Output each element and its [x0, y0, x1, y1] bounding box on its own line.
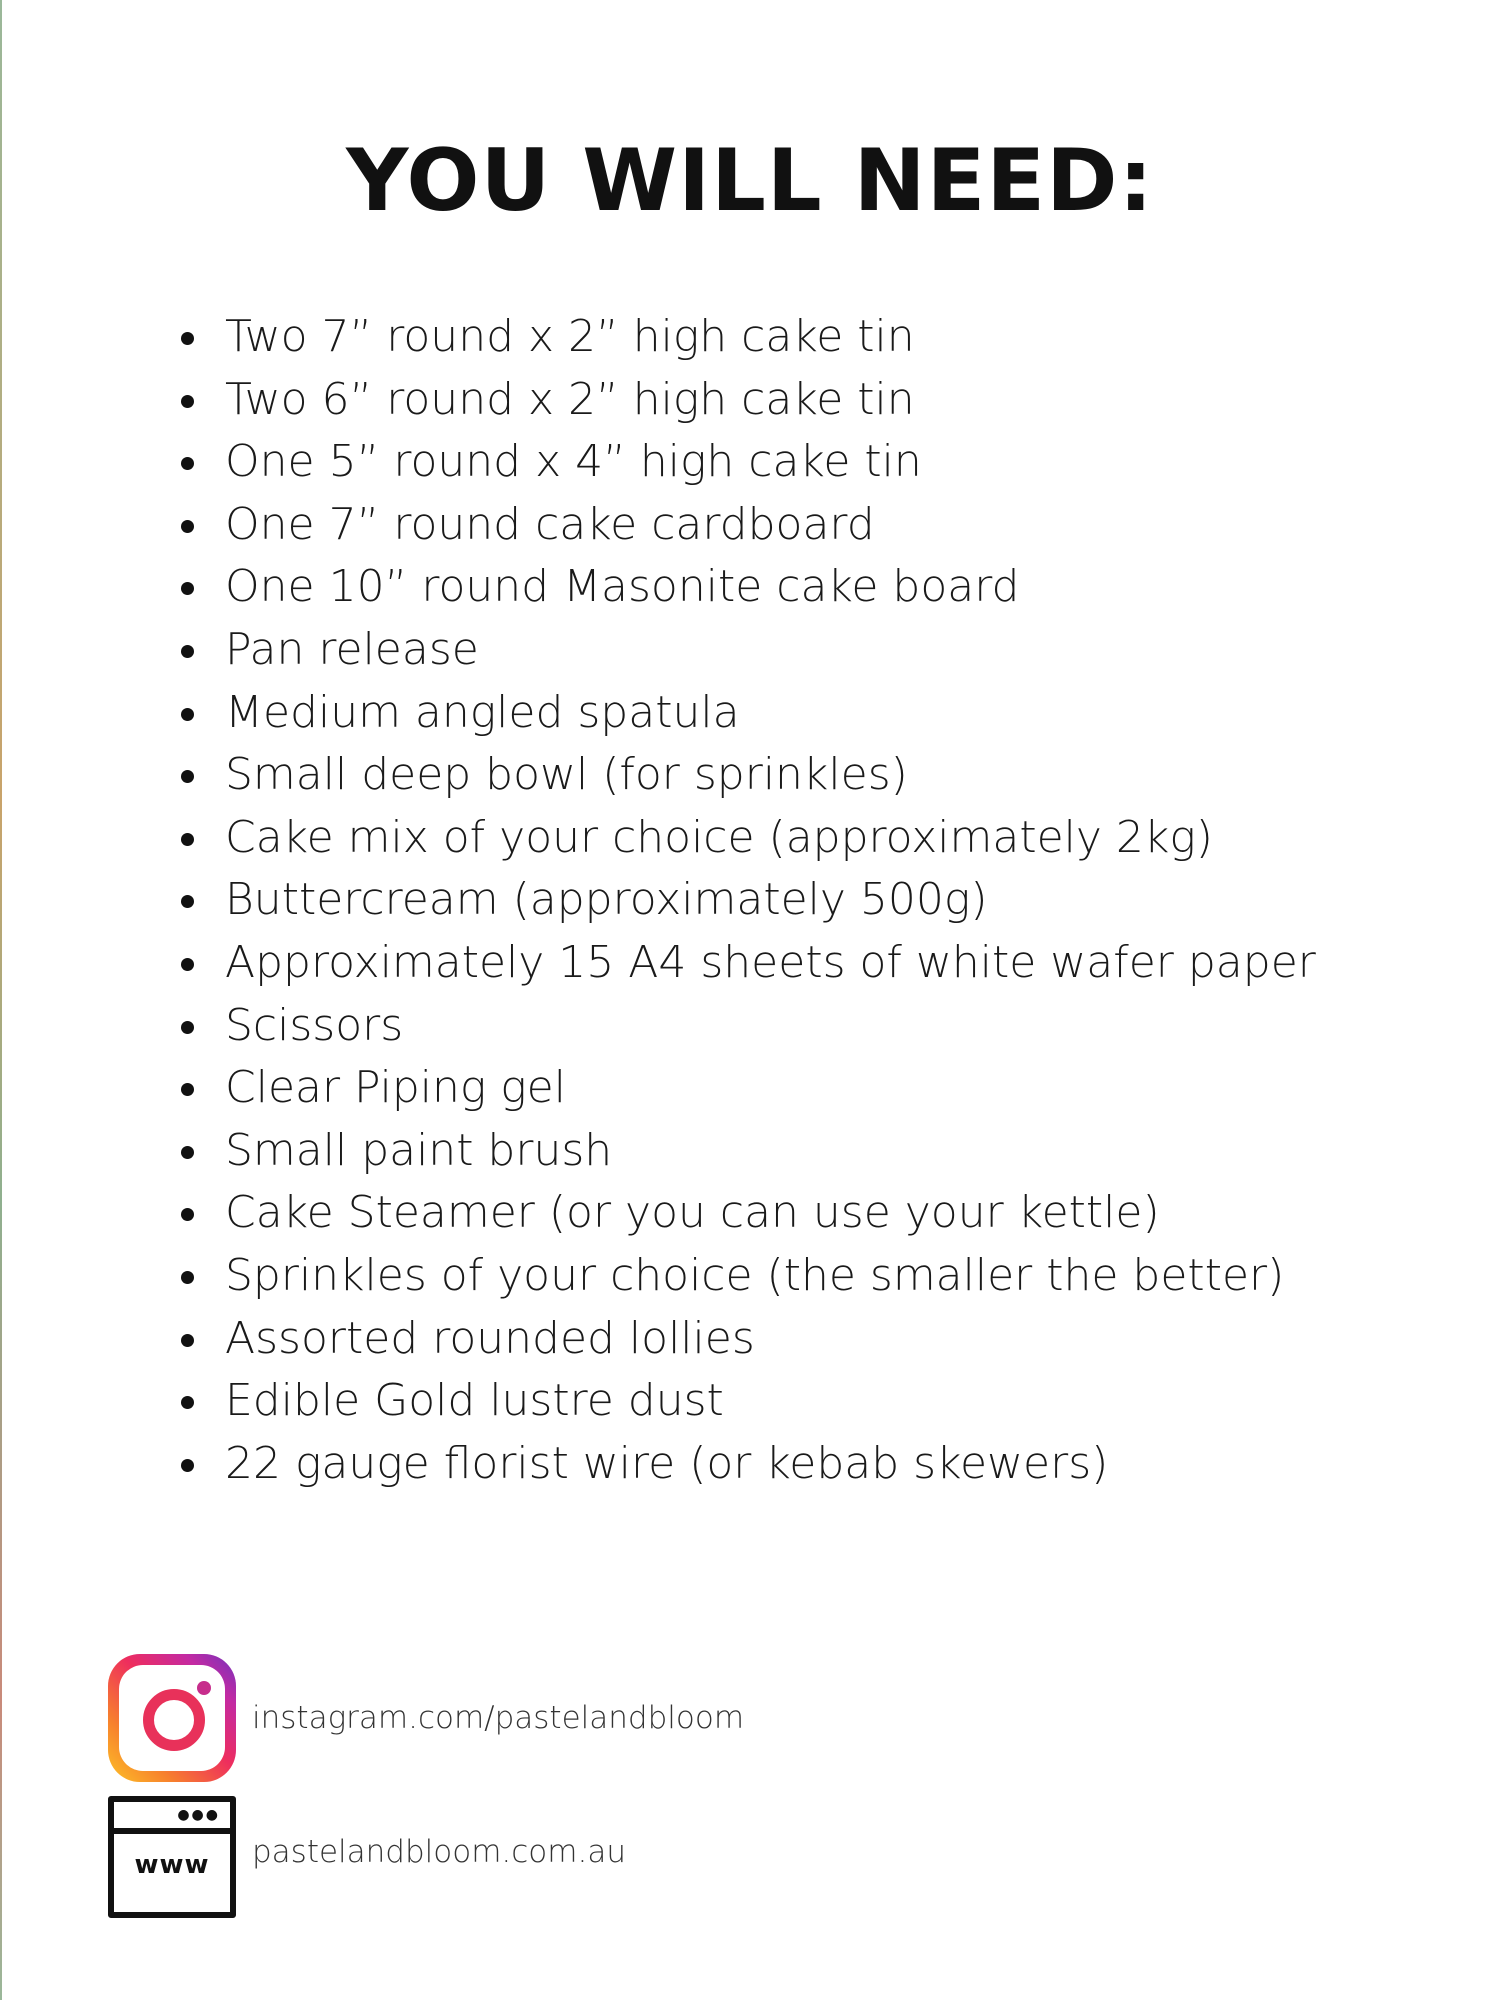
- list-item: [176, 1120, 1426, 1183]
- bullet-icon: [181, 1083, 194, 1096]
- list-item-label: Buttercream (approximately 500g): [225, 874, 988, 926]
- website-row: [108, 1796, 908, 1924]
- instagram-icon[interactable]: [108, 1654, 236, 1782]
- list-item-label: Two 7” round x 2” high cake tin: [225, 311, 915, 362]
- bullet-icon: [181, 395, 194, 408]
- list-item-label: Edible Gold lustre dust: [225, 1375, 724, 1427]
- list-item: [176, 1433, 1426, 1496]
- bullet-icon: [181, 770, 194, 783]
- list-item: [176, 494, 1426, 557]
- list-item: [176, 807, 1426, 870]
- list-item: [176, 932, 1426, 995]
- list-item: [176, 1308, 1426, 1371]
- bullet-icon: [181, 1021, 194, 1034]
- list-item-label: Scissors: [225, 999, 404, 1051]
- list-item-label: Medium angled spatula: [225, 686, 740, 738]
- bullet-icon: [181, 645, 194, 658]
- list-item-label: Approximately 15 A4 sheets of white wafer paper: [225, 936, 1316, 988]
- list-item-label: One 10” round Masonite cake board: [225, 561, 1020, 613]
- bullet-icon: [181, 520, 194, 533]
- bullet-icon: [181, 582, 194, 595]
- list-item: [176, 306, 1426, 369]
- list-item: [176, 556, 1426, 619]
- list-item-label: One 5” round x 4” high cake tin: [225, 436, 922, 488]
- bullet-icon: [181, 1208, 194, 1221]
- instagram-link[interactable]: instagram.com/pastelandbloom: [252, 1700, 745, 1736]
- list-item-label: Clear Piping gel: [225, 1062, 566, 1114]
- list-item-label: Cake Steamer (or you can use your kettle): [225, 1187, 1160, 1239]
- bullet-icon: [181, 1271, 194, 1284]
- page-edge-strip: [0, 0, 2, 2000]
- list-item: [176, 1245, 1426, 1308]
- bullet-icon: [181, 1146, 194, 1159]
- list-item-label: Small paint brush: [225, 1124, 613, 1176]
- list-item: [176, 995, 1426, 1058]
- list-item: [176, 869, 1426, 932]
- bullet-icon: [181, 457, 194, 470]
- bullet-icon: [181, 833, 194, 846]
- list-item: [176, 1057, 1426, 1120]
- instagram-row: [108, 1654, 908, 1782]
- bullet-icon: [181, 1334, 194, 1347]
- list-item-label: Assorted rounded lollies: [225, 1312, 755, 1364]
- bullet-icon: [181, 895, 194, 908]
- page-title: YOU WILL NEED:: [346, 131, 1154, 231]
- www-icon[interactable]: ●●● www: [108, 1796, 236, 1918]
- bullet-icon: [181, 332, 194, 345]
- list-item-label: Small deep bowl (for sprinkles): [225, 749, 908, 801]
- list-item: [176, 431, 1426, 494]
- list-item: [176, 369, 1426, 432]
- list-item-label: Pan release: [225, 623, 479, 675]
- list-item-label: 22 gauge florist wire (or kebab skewers): [225, 1437, 1109, 1489]
- bullet-icon: [181, 1459, 194, 1472]
- list-item-label: One 7” round cake cardboard: [225, 498, 875, 550]
- list-item-label: Sprinkles of your choice (the smaller the better): [225, 1249, 1285, 1301]
- website-link[interactable]: pastelandbloom.com.au: [252, 1834, 626, 1870]
- list-item: [176, 1370, 1426, 1433]
- list-item: [176, 619, 1426, 682]
- bullet-icon: [181, 708, 194, 721]
- list-item: [176, 682, 1426, 745]
- www-icon-text: www: [134, 1850, 210, 1880]
- list-item-label: Two 6” round x 2” high cake tin: [225, 373, 915, 425]
- supply-list: [176, 306, 1426, 1495]
- bullet-icon: [181, 1396, 194, 1409]
- list-item: [176, 1182, 1426, 1245]
- list-item: [176, 744, 1426, 807]
- bullet-icon: [181, 958, 194, 971]
- list-item-label: Cake mix of your choice (approximately 2kg): [225, 811, 1213, 863]
